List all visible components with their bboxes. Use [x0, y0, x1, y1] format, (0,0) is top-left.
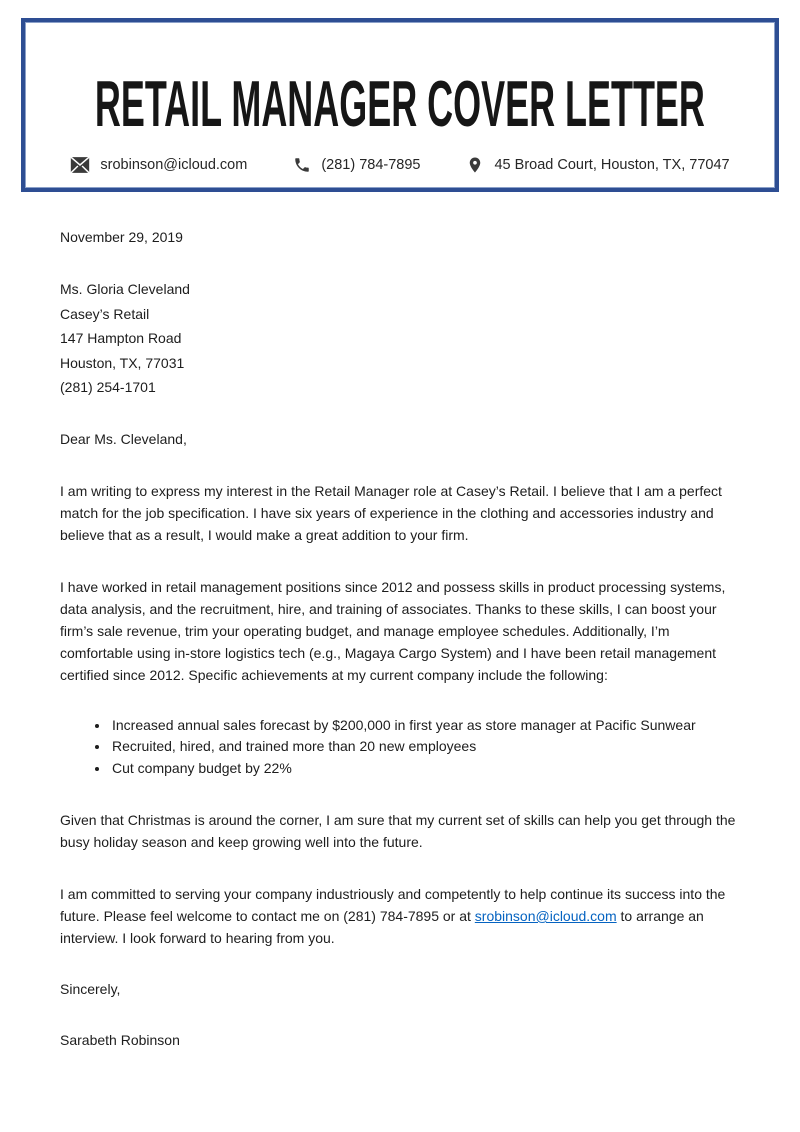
- salutation: Dear Ms. Cleveland,: [60, 430, 187, 447]
- paragraph-holiday: Given that Christmas is around the corner, I am sure that my current set of skills can help you get through the busy holiday season and keep growing well into the future.: [60, 812, 736, 850]
- page-title: RETAIL MANAGER COVER LETTER: [95, 68, 706, 141]
- header-box: [21, 18, 779, 192]
- paragraph-experience: I have worked in retail management positions since 2012 and possess skills in product processing systems, data analysis, and the recruitment, hire, and training of associates. Thanks to these skills, I can boost your firm’s sale revenue, trim your operating budget, and manage employee schedules. Additionally, I’m comfortable using in-store logistics tech (e.g., Magaya Cargo System) and I have been retail management certified since 2012. Specific achievements at my current company include the following:: [60, 578, 726, 683]
- achievement-item: • Increased annual sales forecast by $200,000 in first year as store manager at Pacific Sunwear: [110, 715, 745, 737]
- closing-text-before-link: I am committed to serving your company industriously and competently to help continue its success into the future. Please feel welcome to contact me on (281) 784-7895 or at: [60, 886, 726, 924]
- recipient-block: [60, 277, 745, 400]
- recipient-phone: (281) 254-1701: [60, 379, 156, 395]
- signoff: Sincerely,: [60, 981, 121, 997]
- achievement-item: • Recruited, hired, and trained more than 20 new employees: [110, 736, 745, 758]
- recipient-company: Casey’s Retail: [60, 305, 150, 322]
- contact-email: [70, 157, 247, 173]
- signature-name: Sarabeth Robinson: [60, 1032, 180, 1048]
- closing-text-after-link: to arrange an interview. I look forward to hearing from you.: [60, 908, 704, 946]
- paragraph-closing: [60, 883, 745, 949]
- header-title-row: [25, 68, 775, 141]
- contact-address: [466, 156, 729, 174]
- letter-body: [60, 192, 745, 1051]
- letter-date: November 29, 2019: [60, 229, 183, 245]
- recipient-street: 147 Hampton Road: [60, 330, 182, 346]
- recipient-name: Ms. Gloria Cleveland: [60, 281, 190, 297]
- phone-icon: [293, 156, 311, 174]
- contact-email-text: srobinson@icloud.com: [100, 157, 248, 173]
- achievement-item: • Cut company budget by 22%: [110, 758, 745, 780]
- recipient-city: Houston, TX, 77031: [60, 354, 185, 371]
- contact-phone: [293, 156, 420, 174]
- paragraph-intro: I am writing to express my interest in the Retail Manager role at Casey’s Retail. I believe that I am a perfect match for the job specification. I have six years of experience in the clothing and accessories industry and believe that as a result, I would make a great addition to your firm.: [60, 482, 722, 543]
- email-link[interactable]: srobinson@icloud.com: [474, 908, 617, 924]
- email-icon: [70, 157, 90, 173]
- location-pin-icon: [466, 156, 484, 174]
- contact-row: [25, 156, 775, 174]
- achievements-list: [60, 715, 745, 780]
- contact-phone-text: (281) 784-7895: [321, 157, 421, 173]
- contact-address-text: 45 Broad Court, Houston, TX, 77047: [494, 157, 730, 173]
